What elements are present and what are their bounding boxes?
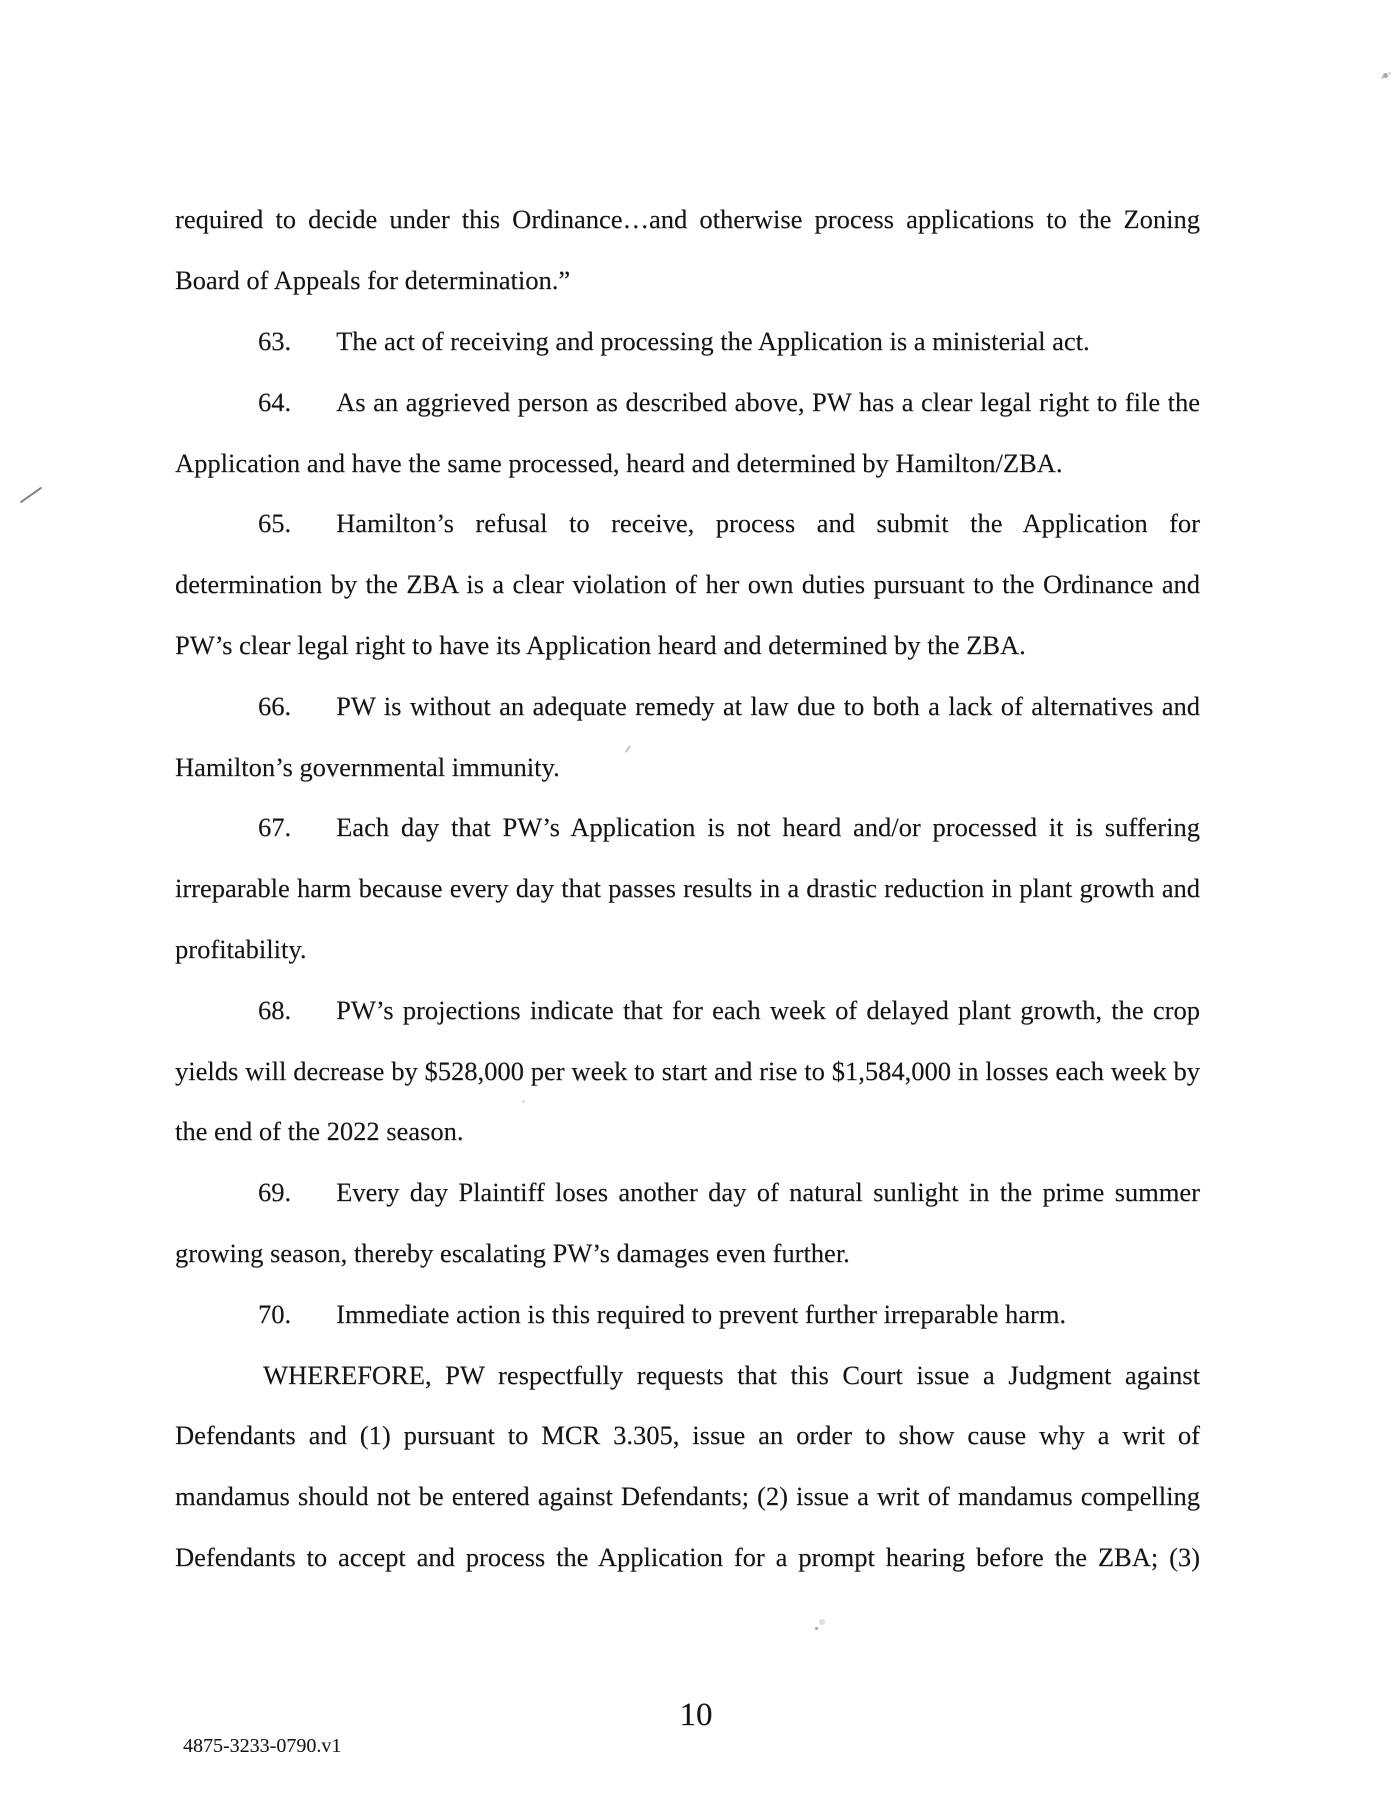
body-text-line: growing season, thereby escalating PW’s damages even further.: [175, 1238, 850, 1268]
scan-speck: [815, 1627, 818, 1630]
body-text-line: profitability.: [175, 934, 307, 964]
paragraph-number: 63.: [258, 326, 292, 356]
paragraph-number: 68.: [258, 995, 292, 1025]
paragraph-number: 67.: [258, 812, 292, 842]
body-text-line: Board of Appeals for determination.”: [175, 265, 571, 295]
paragraph-67-line: 67. Each day that PW’s Application is not heard and/or processed it is suffering: [258, 812, 1200, 842]
body-text-line: irreparable harm because every day that passes results in a drastic reduction in plant growth and: [175, 873, 1200, 903]
body-text-line: WHEREFORE, PW respectfully requests that this Court issue a Judgment against: [263, 1360, 1200, 1390]
paragraph-68-line: 68. PW’s projections indicate that for each week of delayed plant growth, the crop: [258, 995, 1200, 1025]
paragraph-64-line: 64. As an aggrieved person as described above, PW has a clear legal right to file the: [258, 387, 1200, 417]
body-text-line: Defendants to accept and process the Application for a prompt hearing before the ZBA; (3): [175, 1542, 1200, 1572]
body-text-line: Application and have the same processed, heard and determined by Hamilton/ZBA.: [175, 448, 1063, 478]
paragraph-69-line: 69. Every day Plaintiff loses another day of natural sunlight in the prime summer: [258, 1177, 1200, 1207]
document-footer-id: 4875-3233-0790.v1: [183, 1735, 342, 1757]
paragraph-number: 70.: [258, 1299, 292, 1329]
paragraph-number: 69.: [258, 1177, 292, 1207]
paragraph-number: 65.: [258, 508, 292, 538]
paragraph-66-line: 66. PW is without an adequate remedy at law due to both a lack of alternatives and: [258, 691, 1200, 721]
body-text-line: yields will decrease by $528,000 per week to start and rise to $1,584,000 in losses each week by: [175, 1056, 1200, 1086]
paragraph-65-line: 65. Hamilton’s refusal to receive, process and submit the Application for: [258, 508, 1200, 538]
scan-speck: [1383, 73, 1388, 78]
scan-speck: [625, 745, 631, 753]
body-text-line: Hamilton’s governmental immunity.: [175, 752, 560, 782]
body-text-line: required to decide under this Ordinance…and otherwise process applications to the Zoning: [175, 204, 1200, 234]
paragraph-number: 64.: [258, 387, 292, 417]
scan-speck: [522, 1100, 525, 1103]
body-text-line: the end of the 2022 season.: [175, 1116, 464, 1146]
body-text-line: PW’s clear legal right to have its Application heard and determined by the ZBA.: [175, 630, 1026, 660]
paragraph-63-line: 63. The act of receiving and processing the Application is a ministerial act.: [258, 326, 1090, 356]
body-text-line: mandamus should not be entered against Defendants; (2) issue a writ of mandamus compelling: [175, 1481, 1200, 1511]
page-number: 10: [679, 1697, 713, 1733]
pen-mark-artifact: [20, 487, 42, 504]
body-text-line: determination by the ZBA is a clear violation of her own duties pursuant to the Ordinance and: [175, 569, 1200, 599]
body-text-line: Defendants and (1) pursuant to MCR 3.305, issue an order to show cause why a writ of: [175, 1420, 1200, 1450]
paragraph-number: 66.: [258, 691, 292, 721]
paragraph-70-line: 70. Immediate action is this required to prevent further irreparable harm.: [258, 1299, 1067, 1329]
scan-speck: [819, 1619, 825, 1625]
